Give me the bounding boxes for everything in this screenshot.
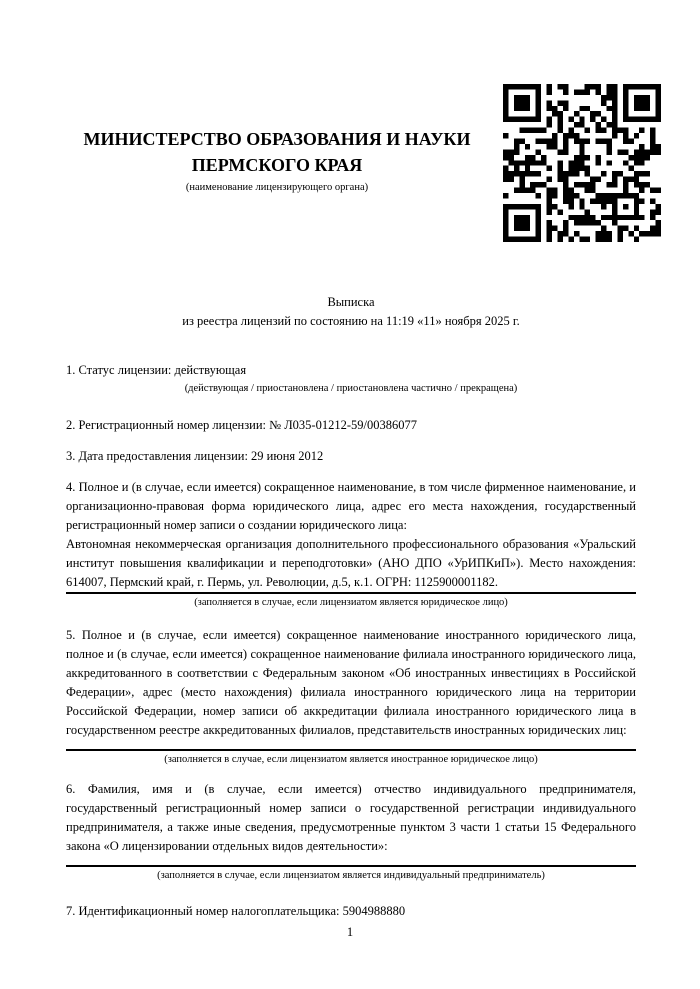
ministry-name-line1: МИНИСТЕРСТВО ОБРАЗОВАНИЯ И НАУКИ <box>83 129 471 149</box>
foreign-entity-fill-line <box>66 749 636 751</box>
qr-code-icon <box>503 84 661 242</box>
license-status: 1. Статус лицензии: действующая <box>66 363 247 377</box>
document-title <box>66 293 636 331</box>
taxpayer-id: 7. Идентификационный номер налогоплательщика: 5904988880 <box>66 904 406 918</box>
page-number: 1 <box>346 925 354 939</box>
document-content <box>0 126 700 921</box>
individual-entrepreneur-label: 6. Фамилия, имя и (в случае, если имеется) отчество индивидуального предпринимателя, государственный регистрационный номер записи о государственной регистрации индивидуального предпринимателя, а также иные сведения, предусмотренные пунктом 3 части 1 статьи 15 Федерального закона «О лицензировании отдельных видов деятельности»: <box>66 782 636 853</box>
foreign-entity-caption: (заполняется в случае, если лицензиатом является иностранное юридическое лицо) <box>164 754 538 765</box>
document-title-line1: Выписка <box>327 295 375 309</box>
licensing-authority-header <box>66 126 488 195</box>
license-status-options-caption: (действующая / приостановлена / приостановлена частично / прекращена) <box>184 383 518 394</box>
ministry-name-line2: ПЕРМСКОГО КРАЯ <box>191 155 363 175</box>
license-registration-number: 2. Регистрационный номер лицензии: № Л035-01212-59/00386077 <box>66 418 417 432</box>
legal-entity-section <box>66 478 636 609</box>
individual-entrepreneur-caption: (заполняется в случае, если лицензиатом является индивидуальный предприниматель) <box>157 870 545 881</box>
legal-entity-fill-line <box>66 592 636 594</box>
foreign-entity-section <box>66 626 636 766</box>
legal-entity-caption: (заполняется в случае, если лицензиатом является юридическое лицо) <box>194 597 508 608</box>
ministry-caption: (наименование лицензирующего органа) <box>185 182 369 193</box>
foreign-entity-label: 5. Полное и (в случае, если имеется) сокращенное наименование иностранного юридического лица, полное и (в случае, если имеется) сокращенное наименование филиала иностранного юридического лица, аккредитованного в соответствии с Федеральным законом «Об иностранных инвестициях в Российской Федерации», адрес (место нахождения) филиала иностранного юридического лица на территории Российской Федерации, номер записи об аккредитации филиала иностранного юридического лица в государственном реестре аккредитованных филиалов, представительств иностранных юридических лиц: <box>66 628 636 737</box>
individual-entrepreneur-fill-line <box>66 865 636 867</box>
individual-entrepreneur-section <box>66 780 636 882</box>
license-grant-date: 3. Дата предоставления лицензии: 29 июня 2012 <box>66 449 324 463</box>
legal-entity-value: Автономная некоммерческая организация дополнительного профессионального образования «Уральский институт повышения квалификации и переподготовки» (АНО ДПО «УрИПКиП»). Место нахождения: 614007, Пермский край, г. Пермь, ул. Революции, д.5, к.1. ОГРН: 1125900001182. <box>66 537 636 589</box>
legal-entity-label: 4. Полное и (в случае, если имеется) сокращенное наименование, в том числе фирменное наименование, и организационно-правовая форма юридического лица, адрес его места нахождения, государственный регистрационный номер записи о создании юридического лица: <box>66 480 636 532</box>
document-title-line2: из реестра лицензий по состоянию на 11:19 «11» ноября 2025 г. <box>182 314 520 328</box>
